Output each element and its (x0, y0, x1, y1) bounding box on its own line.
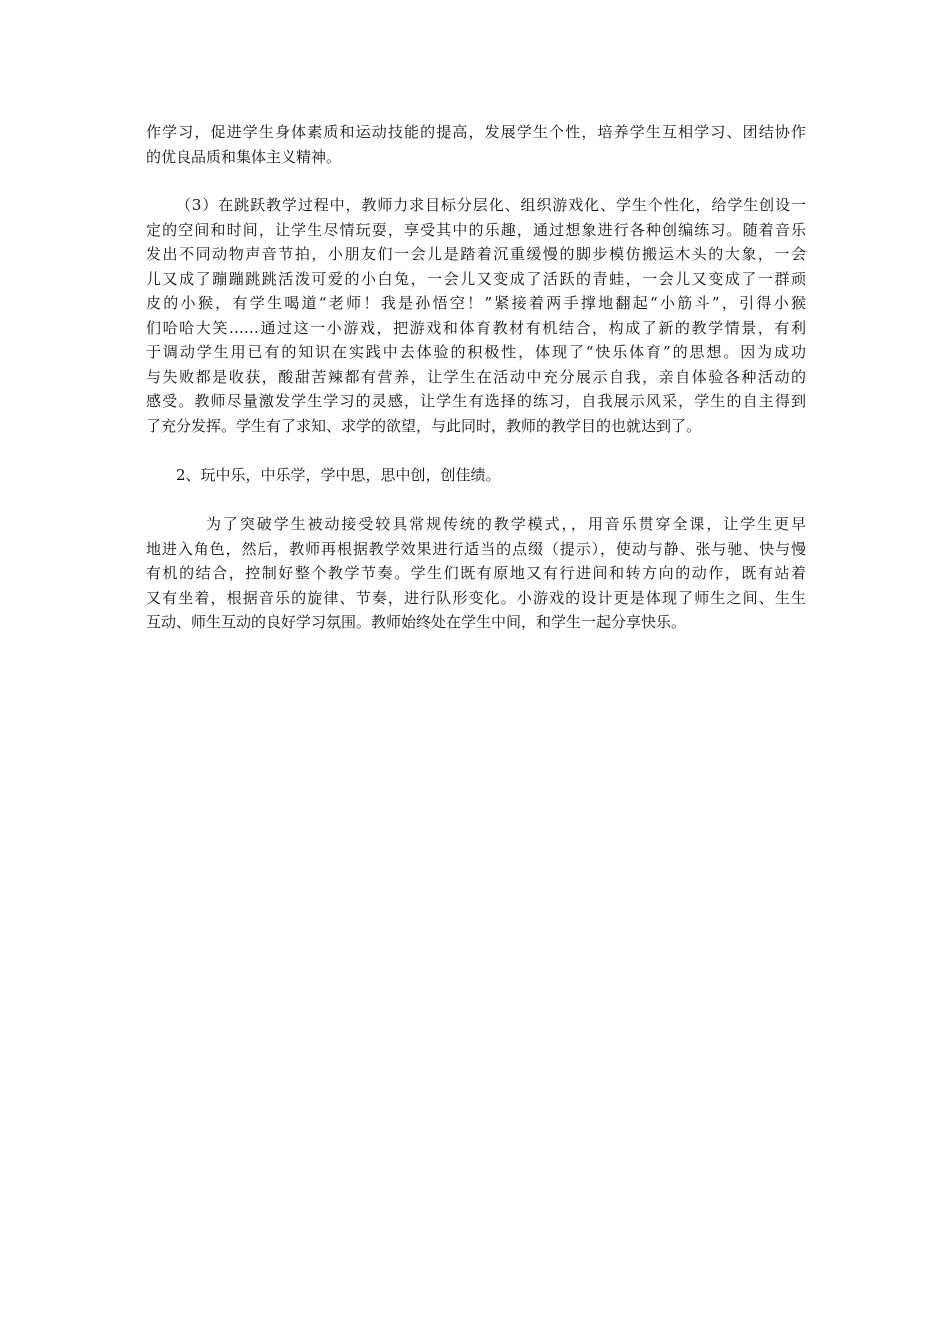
section-heading-text: 2、玩中乐，中乐学，学中思，思中创，创佳绩。 (176, 466, 501, 484)
paragraph-line: 于调动学生用已有的知识在实践中去体验的积极性，体现了“快乐体育”的思想。因为成功 (146, 343, 806, 361)
paragraph-3 (146, 512, 806, 635)
paragraph-line: 皮的小猴，有学生喝道“老师！我是孙悟空！”紧接着两手撑地翻起“小筋斗”，引得小猴 (146, 294, 806, 312)
paragraph-line: 了充分发挥。学生有了求知、求学的欲望，与此同时，教师的教学目的也就达到了。 (146, 416, 702, 435)
paragraph-line: 与失败都是收获，酸甜苦辣都有营养，让学生在活动中充分展示自我，亲自体验各种活动的 (146, 367, 806, 386)
paragraph-line: 的优良品质和集体主义精神。 (146, 147, 342, 166)
paragraph-line: 互动、师生互动的良好学习氛围。教师始终处在学生中间，和学生一起分享快乐。 (146, 613, 687, 631)
paragraph-line: 定的空间和时间，让学生尽情玩耍，享受其中的乐趣，通过想象进行各种创编练习。随着音乐 (146, 220, 806, 239)
paragraph-1 (146, 120, 806, 169)
paragraph-line: （3）在跳跃教学过程中，教师力求目标分层化、组织游戏化、学生个性化，给学生创设一 (176, 196, 806, 214)
paragraph-2 (146, 193, 806, 438)
section-heading-2 (146, 463, 806, 488)
paragraph-line: 地进入角色，然后，教师再根据教学效果进行适当的点缀（提示），使动与静、张与驰、快与慢 (146, 539, 806, 558)
paragraph-line: 又有坐着，根据音乐的旋律、节奏，进行队形变化。小游戏的设计更是体现了师生之间、生生 (146, 588, 806, 607)
paragraph-line: 儿又成了蹦蹦跳跳活泼可爱的小白兔，一会儿又变成了活跃的青蛙，一会儿又变成了一群顽 (146, 269, 806, 288)
paragraph-line: 感受。教师尽量激发学生学习的灵感，让学生有选择的练习，自我展示风采，学生的自主得到 (146, 392, 806, 410)
paragraph-line: 们哈哈大笑……通过这一小游戏，把游戏和体育教材有机结合，构成了新的教学情景，有利 (146, 318, 806, 337)
paragraph-line: 作学习，促进学生身体素质和运动技能的提高，发展学生个性，培养学生互相学习、团结协作 (146, 123, 806, 141)
paragraph-line: 为了突破学生被动接受较具常规传统的教学模式，，用音乐贯穿全课，让学生更早 (206, 515, 806, 533)
paragraph-line: 发出不同动物声音节拍，小朋友们一会儿是踏着沉重缓慢的脚步模仿搬运木头的大象，一会 (146, 245, 806, 263)
paragraph-line: 有机的结合，控制好整个教学节奏。学生们既有原地又有行进间和转方向的动作，既有站着 (146, 564, 806, 582)
